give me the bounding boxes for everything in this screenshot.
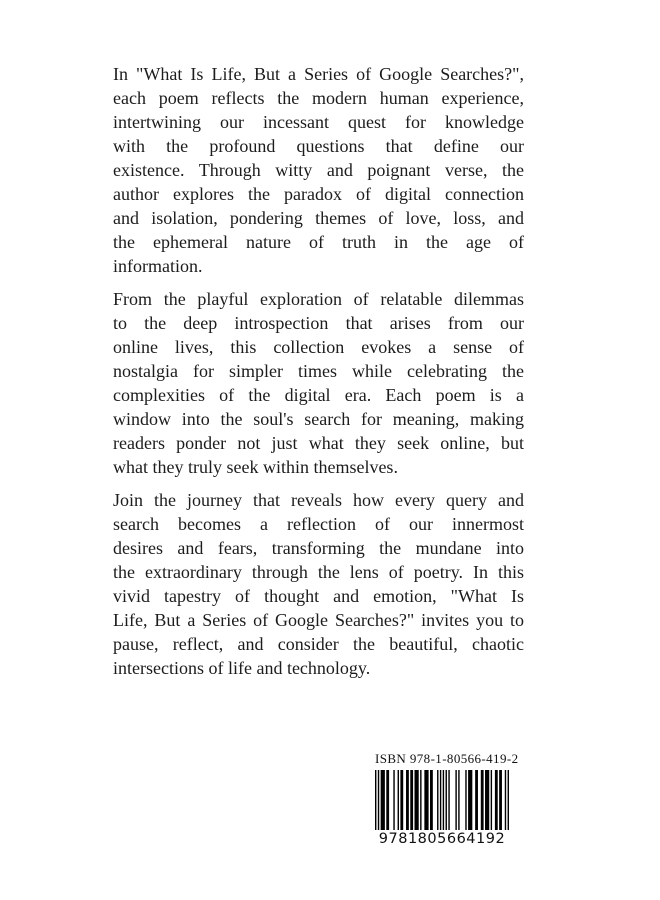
- barcode-image: [375, 770, 509, 830]
- synopsis-paragraph-3: [113, 488, 524, 680]
- synopsis-line: desires and fears, transforming the mundane into: [113, 538, 524, 558]
- synopsis-line: readers ponder not just what they seek online, but: [113, 433, 524, 453]
- synopsis-line: the extraordinary through the lens of poetry. In this: [113, 562, 524, 582]
- synopsis-line: the ephemeral nature of truth in the age of: [113, 232, 524, 252]
- synopsis-paragraph-1: [113, 62, 524, 278]
- synopsis-line: window into the soul's search for meaning, making: [113, 409, 524, 429]
- synopsis-line: nostalgia for simpler times while celebrating the: [113, 361, 524, 381]
- synopsis-line: Join the journey that reveals how every query and: [113, 490, 524, 510]
- synopsis-text: [113, 62, 524, 689]
- synopsis-line: intersections of life and technology.: [113, 658, 371, 678]
- synopsis-line: search becomes a reflection of our innermost: [113, 514, 524, 534]
- synopsis-line: complexities of the digital era. Each poem is a: [113, 385, 524, 405]
- synopsis-paragraph-2: [113, 287, 524, 479]
- synopsis-line: what they truly seek within themselves.: [113, 457, 398, 477]
- synopsis-line: Life, But a Series of Google Searches?" invites you to: [113, 610, 524, 630]
- synopsis-line: From the playful exploration of relatable dilemmas: [113, 289, 524, 309]
- synopsis-line: intertwining our incessant quest for knowledge: [113, 112, 524, 132]
- synopsis-line: online lives, this collection evokes a sense of: [113, 337, 524, 357]
- isbn-label: ISBN 978-1-80566-419-2: [375, 751, 519, 766]
- synopsis-line: and isolation, pondering themes of love, loss, and: [113, 208, 524, 228]
- synopsis-line: to the deep introspection that arises from our: [113, 313, 524, 333]
- synopsis-line: vivid tapestry of thought and emotion, "What Is: [113, 586, 524, 606]
- synopsis-line: author explores the paradox of digital connection: [113, 184, 524, 204]
- isbn-number: 9781805664192: [378, 831, 506, 847]
- isbn-barcode-block: [375, 751, 519, 848]
- synopsis-line: In "What Is Life, But a Series of Google Searches?",: [113, 64, 524, 84]
- synopsis-line: existence. Through witty and poignant verse, the: [113, 160, 524, 180]
- synopsis-line: with the profound questions that define our: [113, 136, 524, 156]
- synopsis-line: pause, reflect, and consider the beautiful, chaotic: [113, 634, 524, 654]
- synopsis-line: information.: [113, 256, 203, 276]
- synopsis-line: each poem reflects the modern human experience,: [113, 88, 524, 108]
